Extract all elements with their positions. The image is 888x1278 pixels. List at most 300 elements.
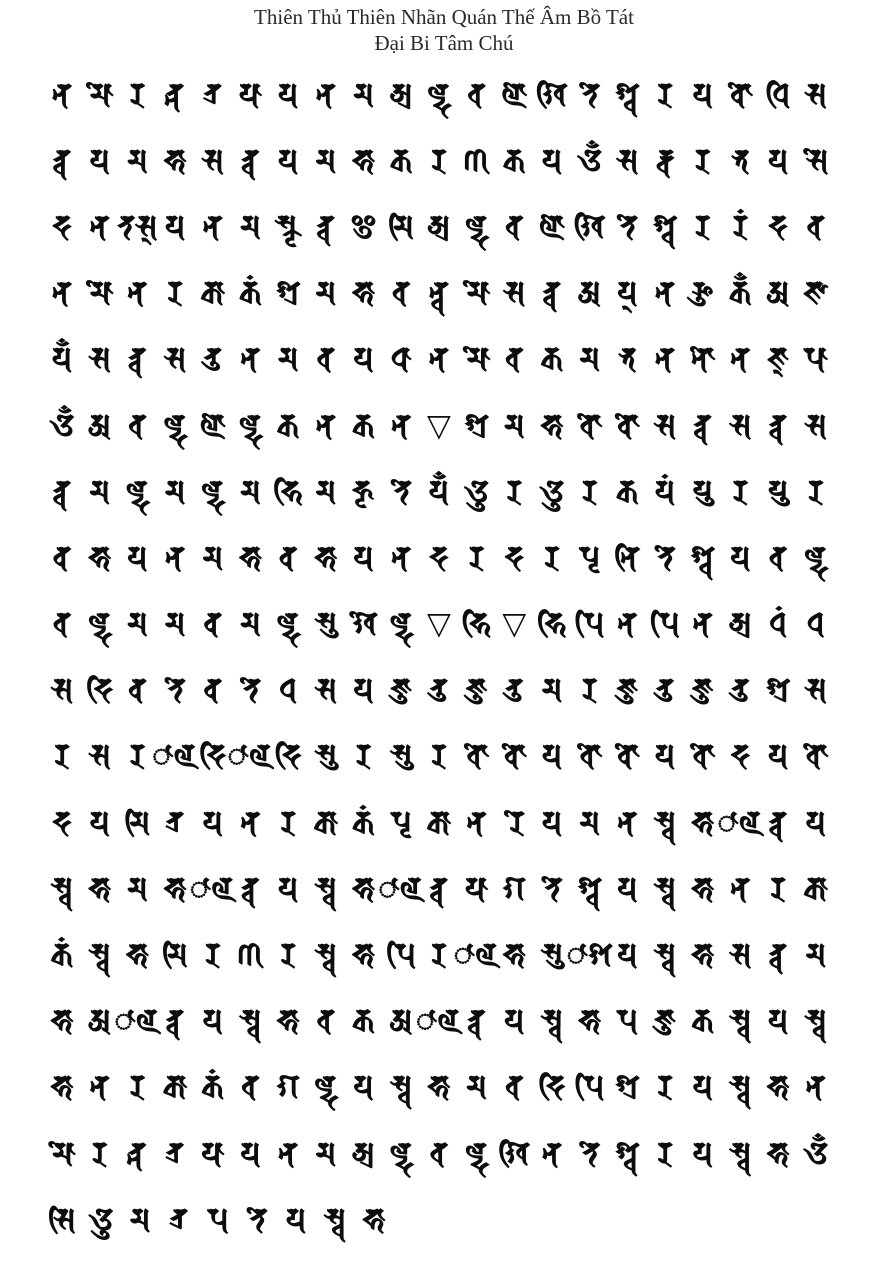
siddham-glyph: 𑖎 xyxy=(615,473,639,510)
siddham-glyph: 𑖭𑖿𑖪 xyxy=(729,1003,752,1040)
siddham-glyph: 𑖯𑖩 xyxy=(189,870,236,907)
siddham-glyph: 𑖝𑖸 xyxy=(541,870,563,907)
siddham-glyph: 𑖪 xyxy=(768,539,788,576)
siddham-glyph: 𑖨 xyxy=(129,1069,146,1106)
siddham-glyph: 𑖯𑖩 xyxy=(378,870,425,907)
siddham-glyph: 𑖎 xyxy=(352,407,375,444)
siddham-glyph: 𑖌𑖲 xyxy=(539,473,565,510)
siddham-glyph: 𑖤 xyxy=(278,539,298,576)
siddham-glyph: 𑖝𑖲 xyxy=(429,672,448,709)
mantra-text xyxy=(44,62,834,1253)
siddham-glyph: 𑖀 xyxy=(87,1003,112,1040)
siddham-glyph: 𑖭𑖲 xyxy=(389,738,413,775)
siddham-glyph: 𑖝𑖲 xyxy=(655,672,675,709)
mantra-line xyxy=(44,592,834,658)
siddham-glyph: 𑖦𑖺 xyxy=(48,1135,76,1172)
siddham-glyph: 𑖡 xyxy=(164,539,186,576)
siddham-glyph: 𑖀 xyxy=(389,1003,414,1040)
siddham-glyph: 𑖧𑖯 xyxy=(464,870,489,907)
siddham-glyph: 𑖨𑖸 xyxy=(503,804,525,841)
siddham-glyph: 𑖕𑖲 xyxy=(692,672,714,709)
siddham-glyph: 𑖮𑖯 xyxy=(314,539,338,576)
siddham-glyph: 𑖧𑖼 xyxy=(428,473,450,510)
siddham-glyph: 𑖯𑖩 xyxy=(227,738,274,775)
siddham-glyph: 𑖦 xyxy=(164,473,186,510)
siddham-glyph: 𑖡 xyxy=(428,341,449,378)
siddham-glyph: 𑖧 xyxy=(277,76,299,113)
siddham-glyph: 𑖪 xyxy=(391,275,411,312)
siddham-glyph: 𑖂 xyxy=(350,208,377,245)
siddham-glyph: 𑖯𑖫 xyxy=(566,937,613,974)
siddham-glyph: 𑖟𑖰 xyxy=(199,738,227,775)
siddham-glyph: 𑖤𑖺 xyxy=(614,738,641,775)
siddham-glyph: 𑖦 xyxy=(202,539,224,576)
siddham-glyph: 𑖨 xyxy=(807,473,824,510)
siddham-glyph: 𑖡 xyxy=(127,275,148,312)
siddham-glyph: 𑖨 xyxy=(204,937,221,974)
siddham-glyph: 𑖭𑖲 xyxy=(540,937,564,974)
siddham-glyph: 𑖟 xyxy=(52,208,72,245)
siddham-glyph: 𑖤𑖺 xyxy=(501,738,527,775)
siddham-glyph: 𑖮𑖯 xyxy=(691,870,715,907)
siddham-glyph: 𑖝𑖿𑖨 xyxy=(166,804,185,841)
siddham-glyph: 𑖤𑖺 xyxy=(727,76,754,113)
siddham-glyph: 𑖎 xyxy=(389,142,413,179)
siddham-glyph: 𑖪 xyxy=(52,606,72,643)
siddham-glyph: 𑖭𑖿𑖪 xyxy=(653,804,677,841)
siddham-glyph: 𑖯𑖩 xyxy=(114,1003,161,1040)
siddham-glyph: 𑖪 xyxy=(128,407,147,444)
siddham-glyph: 𑖥 xyxy=(618,341,637,378)
siddham-glyph: 𑖡 xyxy=(240,341,261,378)
siddham-glyph: 𑖝𑖿𑖪 xyxy=(769,804,788,841)
siddham-glyph: 𑖪 xyxy=(316,341,336,378)
siddham-glyph: 𑖭𑖲 xyxy=(314,606,338,643)
siddham-glyph: 𑖧𑖼 xyxy=(51,341,73,378)
siddham-glyph: 𑖐 xyxy=(276,1069,300,1106)
siddham-glyph: 𑖢𑖰 xyxy=(386,937,417,974)
siddham-glyph: 𑖧 xyxy=(504,1003,525,1040)
siddham-glyph: 𑖡 xyxy=(202,208,223,245)
siddham-glyph: 𑖭 xyxy=(314,672,338,709)
siddham-glyph: 𑖭 xyxy=(729,407,752,444)
siddham-glyph: 𑖨𑖽 xyxy=(732,208,749,245)
siddham-glyph: 𑖭𑖿𑖪 xyxy=(88,937,111,974)
siddham-glyph: 𑖧 xyxy=(353,672,374,709)
siddham-glyph: 𑖎𑖯 xyxy=(313,804,339,841)
siddham-glyph: 𑖝𑖸 xyxy=(578,1135,601,1172)
siddham-glyph: 𑖦 xyxy=(164,606,186,643)
siddham-glyph: 𑖢 xyxy=(207,1201,229,1238)
siddham-glyph: 𑖮𑖯 xyxy=(691,804,715,841)
siddham-glyph: 𑖡 xyxy=(617,804,638,841)
siddham-glyph: 𑖭 xyxy=(616,142,639,179)
siddham-glyph: 𑖡 xyxy=(240,804,261,841)
siddham-glyph: 𑖟 xyxy=(429,539,449,576)
siddham-glyph: 𑖮𑖯 xyxy=(691,937,715,974)
siddham-glyph: 𑖦 xyxy=(579,341,601,378)
siddham-glyph: 𑖠𑖽 xyxy=(769,606,788,643)
siddham-glyph: 𑖡 xyxy=(315,407,336,444)
siddham-glyph: 𑖯𑖩 xyxy=(453,937,500,974)
siddham-glyph: 𑖜 xyxy=(463,142,490,179)
siddham-glyph: 𑖝𑖿𑖪 xyxy=(316,208,335,245)
siddham-glyph: 𑖌𑖲 xyxy=(464,473,489,510)
siddham-glyph: 𑖮𑖯 xyxy=(540,407,564,444)
siddham-glyph: 𑖨 xyxy=(129,738,146,775)
siddham-glyph: 𑖫𑖿𑖪 xyxy=(577,870,602,907)
siddham-glyph: 𑖪 xyxy=(316,1003,336,1040)
siddham-glyph: 𑖭 xyxy=(729,937,752,974)
siddham-glyph: 𑖡 xyxy=(315,76,336,113)
siddham-glyph: 𑖪 xyxy=(467,76,486,113)
siddham-glyph: 𑖡 xyxy=(466,804,487,841)
siddham-glyph: 𑖫𑖿𑖨 xyxy=(615,1069,640,1106)
siddham-glyph: 𑖭𑖿𑖪 xyxy=(653,937,677,974)
siddham-glyph: 𑖦 xyxy=(240,606,261,643)
mantra-line xyxy=(44,790,834,856)
siddham-glyph: 𑖡 xyxy=(89,1069,110,1106)
siddham-glyph: 𑖡 xyxy=(730,341,751,378)
siddham-glyph: 𑖀𑖿𑖨 xyxy=(427,208,451,245)
siddham-glyph: 𑖝𑖿𑖨 xyxy=(169,1201,189,1238)
siddham-glyph: 𑖠 xyxy=(279,672,298,709)
siddham-glyph: 𑖭𑖿𑖪 xyxy=(50,870,74,907)
siddham-glyph: 𑖪𑖺 xyxy=(802,738,829,775)
siddham-glyph: 𑖭𑖿𑖪 xyxy=(729,1069,752,1106)
document-header xyxy=(0,4,888,56)
siddham-glyph: 𑖟 xyxy=(52,804,72,841)
siddham-glyph: 𑖮𑖯 xyxy=(88,870,112,907)
mantra-line xyxy=(44,62,834,128)
siddham-glyph: 𑖪 xyxy=(504,1069,524,1106)
siddham-glyph: 𑖕𑖿 xyxy=(767,341,789,378)
siddham-glyph: 𑖧 xyxy=(805,804,826,841)
siddham-glyph: 𑖥 xyxy=(731,142,750,179)
siddham-glyph: 𑖨 xyxy=(91,1135,108,1172)
siddham-glyph: 𑖧 xyxy=(617,937,638,974)
siddham-glyph: 𑖯𑖩 xyxy=(717,804,764,841)
siddham-glyph: 𑖭𑖰 xyxy=(48,1201,76,1238)
siddham-glyph: 𑖠 xyxy=(806,606,825,643)
mantra-line xyxy=(44,393,834,459)
siddham-glyph: 𑖨 xyxy=(431,142,447,179)
siddham-glyph: 𑖦 xyxy=(315,142,337,179)
siddham-glyph: 𑖭𑖿𑖎𑖴 xyxy=(274,208,302,245)
siddham-glyph: 𑖡 xyxy=(692,606,713,643)
siddham-glyph: 𑖧𑖯 xyxy=(238,76,263,113)
siddham-glyph: 𑖏𑖰 xyxy=(573,208,606,245)
siddham-glyph: 𑖧 xyxy=(240,1135,261,1172)
siddham-glyph: 𑖎 xyxy=(540,341,564,378)
siddham-glyph: 𑖧 xyxy=(277,142,299,179)
siddham-glyph: ▽ xyxy=(502,606,527,643)
siddham-glyph: 𑖦𑖰 xyxy=(162,937,188,974)
siddham-glyph: 𑖝𑖿𑖪 xyxy=(429,870,448,907)
siddham-glyph: 𑖧 xyxy=(654,738,676,775)
siddham-glyph: 𑖡 xyxy=(541,1135,563,1172)
siddham-glyph: 𑖯𑖩 xyxy=(415,1003,462,1040)
siddham-glyph: 𑖭𑖿𑖪 xyxy=(314,870,338,907)
siddham-glyph: 𑖜 xyxy=(237,937,264,974)
siddham-glyph: 𑖩𑖺 xyxy=(538,208,565,245)
mantra-line xyxy=(44,1121,834,1187)
siddham-glyph: 𑖎 xyxy=(276,407,300,444)
siddham-glyph: 𑖏𑖸 xyxy=(349,606,378,643)
siddham-glyph: 𑖮𑖯 xyxy=(50,1003,74,1040)
siddham-glyph: 𑖎𑖯 xyxy=(803,870,829,907)
siddham-glyph: 𑖝𑖸 xyxy=(239,672,262,709)
siddham-glyph: 𑖕𑖲 xyxy=(465,672,488,709)
siddham-glyph: 𑖟 xyxy=(730,738,750,775)
siddham-glyph: 𑖨 xyxy=(657,1135,673,1172)
siddham-glyph: 𑖮𑖯 xyxy=(766,1069,790,1106)
siddham-glyph: 𑖧𑖿 xyxy=(617,275,638,312)
siddham-glyph: 𑖝𑖿𑖪 xyxy=(241,870,260,907)
mantra-line xyxy=(44,128,834,194)
siddham-glyph: 𑖭 xyxy=(201,142,224,179)
mantra-line xyxy=(44,1187,834,1253)
siddham-glyph: 𑖢𑖴 xyxy=(578,539,601,576)
siddham-glyph: 𑖝𑖸 xyxy=(164,672,186,709)
siddham-glyph: 𑖧 xyxy=(353,539,374,576)
siddham-glyph: 𑖧𑖲 xyxy=(692,473,713,510)
siddham-glyph: 𑖌𑖼 xyxy=(49,407,75,444)
siddham-glyph: 𑖮𑖯 xyxy=(352,937,375,974)
siddham-glyph: 𑖤 xyxy=(203,672,223,709)
siddham-glyph: 𑖕𑖲 xyxy=(616,672,638,709)
siddham-glyph: 𑖡 xyxy=(654,341,676,378)
siddham-glyph: 𑖦𑖺 xyxy=(462,341,491,378)
siddham-glyph: 𑖨 xyxy=(770,870,786,907)
siddham-glyph: 𑖏𑖰 xyxy=(536,76,568,113)
siddham-glyph: 𑖩𑖿𑖟 xyxy=(125,473,150,510)
siddham-glyph: 𑖧 xyxy=(285,1201,307,1238)
siddham-glyph: 𑖪 xyxy=(806,208,826,245)
siddham-glyph: 𑖢𑖰 xyxy=(650,606,680,643)
mantra-line xyxy=(44,327,834,393)
siddham-glyph: 𑖮𑖯 xyxy=(352,275,375,312)
siddham-glyph: 𑖭 xyxy=(163,341,187,378)
siddham-glyph: 𑖡 xyxy=(805,1069,826,1106)
siddham-glyph: 𑖠𑖰 xyxy=(765,76,791,113)
siddham-glyph: 𑖡 xyxy=(654,275,676,312)
siddham-glyph: 𑖦𑖺 xyxy=(462,275,491,312)
siddham-glyph: 𑖮𑖯 xyxy=(50,1069,74,1106)
siddham-glyph: 𑖎𑖽 xyxy=(50,937,74,974)
siddham-glyph: 𑖮𑖯 xyxy=(352,870,375,907)
siddham-glyph: 𑖕𑖲 xyxy=(654,1003,676,1040)
siddham-glyph: 𑖧 xyxy=(89,804,110,841)
siddham-glyph: 𑖧 xyxy=(767,142,789,179)
siddham-glyph: 𑖨 xyxy=(129,76,146,113)
siddham-glyph: 𑖎 xyxy=(691,1003,715,1040)
siddham-glyph: 𑖩𑖿𑖟 xyxy=(163,407,187,444)
siddham-glyph: 𑖌𑖼 xyxy=(803,1135,829,1172)
siddham-glyph: 𑖀𑖿𑖨 xyxy=(351,1135,376,1172)
siddham-glyph: 𑖨 xyxy=(694,208,711,245)
siddham-glyph: 𑖎𑖼 xyxy=(728,275,752,312)
siddham-glyph: 𑖖𑖲 xyxy=(692,275,714,312)
siddham-glyph: 𑖮𑖯 xyxy=(125,937,149,974)
siddham-glyph: 𑖝𑖿𑖪 xyxy=(467,1003,486,1040)
siddham-glyph: 𑖝𑖿𑖡 xyxy=(166,76,185,113)
siddham-glyph: 𑖦 xyxy=(315,473,337,510)
siddham-glyph: 𑖦 xyxy=(126,606,148,643)
siddham-glyph: 𑖪𑖺 xyxy=(576,407,603,444)
siddham-glyph: 𑖩𑖿𑖟 xyxy=(389,1135,414,1172)
siddham-glyph: 𑖭 xyxy=(804,407,827,444)
mantra-line xyxy=(44,922,834,988)
siddham-glyph: 𑖭𑖿𑖪 xyxy=(804,1003,827,1040)
siddham-glyph: ▽ xyxy=(426,407,451,444)
siddham-glyph: 𑖡𑖿𑖪 xyxy=(428,275,449,312)
siddham-glyph: 𑖩𑖺 xyxy=(501,76,528,113)
siddham-glyph: 𑖭𑖿𑖪 xyxy=(323,1201,347,1238)
siddham-glyph: 𑖨 xyxy=(280,804,296,841)
siddham-glyph: 𑖝𑖿𑖪 xyxy=(769,407,788,444)
siddham-glyph: 𑖨 xyxy=(468,539,485,576)
siddham-glyph: 𑖪𑖺 xyxy=(463,738,490,775)
siddham-glyph: 𑖦 xyxy=(805,937,827,974)
siddham-glyph: 𑖩𑖿𑖟 xyxy=(238,407,263,444)
siddham-glyph: 𑖧 xyxy=(767,1003,789,1040)
siddham-glyph: 𑖪 xyxy=(241,1069,260,1106)
siddham-glyph: 𑖮𑖯 xyxy=(276,1003,300,1040)
siddham-glyph: 𑖭𑖸 xyxy=(802,142,829,179)
siddham-glyph: 𑖡 xyxy=(89,208,110,245)
siddham-glyph: 𑖝𑖿𑖨 xyxy=(203,76,222,113)
siddham-glyph: 𑖩𑖿𑖟 xyxy=(464,1135,489,1172)
siddham-glyph: 𑖧 xyxy=(89,142,110,179)
siddham-glyph: 𑖤 xyxy=(128,672,147,709)
siddham-glyph: 𑖮𑖯 xyxy=(352,142,375,179)
siddham-glyph: 𑖭 xyxy=(503,275,526,312)
siddham-glyph: 𑖫𑖿𑖨 xyxy=(765,672,791,709)
siddham-glyph: 𑖦 xyxy=(277,341,299,378)
siddham-glyph: 𑖭 xyxy=(653,407,677,444)
siddham-glyph: 𑖮𑖰 xyxy=(461,606,492,643)
siddham-glyph: 𑖧 xyxy=(202,1003,223,1040)
siddham-glyph: 𑖧 xyxy=(767,738,789,775)
siddham-glyph: 𑖧 xyxy=(353,1069,374,1106)
siddham-glyph: 𑖝𑖿𑖪 xyxy=(166,1003,185,1040)
siddham-glyph: 𑖪 xyxy=(504,208,524,245)
siddham-glyph: 𑖨 xyxy=(657,1069,673,1106)
siddham-glyph: 𑖪 xyxy=(504,341,524,378)
siddham-glyph: 𑖦𑖺 xyxy=(85,275,114,312)
siddham-glyph: 𑖪 xyxy=(429,1135,449,1172)
siddham-glyph: 𑖧𑖲 xyxy=(767,473,789,510)
siddham-glyph: 𑖎𑖯 xyxy=(200,275,226,312)
siddham-glyph: 𑖮𑖰 xyxy=(537,606,567,643)
siddham-glyph: 𑖭𑖿𑖪 xyxy=(314,937,338,974)
siddham-glyph: 𑖧 xyxy=(692,1069,713,1106)
siddham-glyph: 𑖏𑖰 xyxy=(498,1135,531,1172)
siddham-glyph: 𑖎𑖯 xyxy=(162,1069,188,1106)
siddham-glyph: 𑖨 xyxy=(581,473,598,510)
siddham-glyph: 𑖮𑖯 xyxy=(362,1201,386,1238)
siddham-glyph: 𑖦 xyxy=(541,672,563,709)
siddham-glyph: 𑖕𑖯 xyxy=(803,275,829,312)
siddham-glyph: 𑖝𑖸 xyxy=(246,1201,268,1238)
siddham-glyph: 𑖌𑖲 xyxy=(88,1201,114,1238)
siddham-glyph: 𑖧𑖯 xyxy=(201,1135,225,1172)
siddham-glyph: 𑖝𑖭𑖿 xyxy=(117,208,158,245)
siddham-glyph: 𑖩𑖺 xyxy=(199,407,226,444)
siddham-glyph: 𑖧 xyxy=(202,804,223,841)
siddham-glyph: 𑖯𑖩 xyxy=(152,738,199,775)
siddham-glyph: 𑖩𑖿𑖟 xyxy=(389,606,414,643)
siddham-glyph: 𑖨 xyxy=(431,738,447,775)
siddham-glyph: 𑖢𑖯 xyxy=(803,341,829,378)
siddham-glyph: 𑖦 xyxy=(466,1069,487,1106)
siddham-glyph: 𑖡 xyxy=(51,76,73,113)
siddham-glyph: 𑖝𑖲 xyxy=(203,341,222,378)
siddham-glyph: 𑖩𑖿𑖟 xyxy=(200,473,225,510)
siddham-glyph: 𑖮𑖯 xyxy=(163,870,187,907)
siddham-glyph: 𑖝𑖿𑖪 xyxy=(241,142,260,179)
siddham-glyph: 𑖭𑖿𑖪 xyxy=(389,1069,413,1106)
siddham-glyph: 𑖭 xyxy=(88,341,111,378)
siddham-glyph: 𑖮𑖯 xyxy=(238,539,262,576)
siddham-glyph: 𑖧𑖽 xyxy=(654,473,676,510)
siddham-glyph: 𑖧 xyxy=(353,341,374,378)
siddham-glyph: 𑖮𑖯 xyxy=(766,1135,790,1172)
document-title: Thiên Thủ Thiên Nhãn Quán Thế Âm Bồ Tát xyxy=(254,5,634,29)
siddham-glyph: 𑖝𑖿𑖪 xyxy=(769,937,788,974)
siddham-glyph: 𑖝𑖲 xyxy=(731,672,750,709)
siddham-glyph: 𑖨 xyxy=(506,473,523,510)
siddham-glyph: 𑖝𑖿𑖪 xyxy=(128,341,147,378)
siddham-glyph: 𑖀 xyxy=(87,407,112,444)
mantra-line xyxy=(44,459,834,525)
siddham-glyph: 𑖡 xyxy=(730,870,751,907)
siddham-glyph: 𑖢𑖰 xyxy=(574,1069,605,1106)
siddham-glyph: 𑖦 xyxy=(126,142,148,179)
siddham-glyph: 𑖡 xyxy=(51,275,73,312)
siddham-glyph: 𑖤 xyxy=(203,606,223,643)
siddham-glyph: 𑖝𑖸 xyxy=(654,539,676,576)
siddham-glyph: 𑖮𑖯 xyxy=(502,937,526,974)
siddham-glyph: 𑖀 xyxy=(577,275,602,312)
siddham-glyph: 𑖩𑖿𑖟 xyxy=(464,208,489,245)
siddham-glyph: 𑖭 xyxy=(804,672,827,709)
siddham-glyph: 𑖦 xyxy=(503,407,525,444)
siddham-glyph: 𑖨 xyxy=(694,142,711,179)
siddham-glyph: 𑖮𑖯 xyxy=(578,1003,602,1040)
siddham-glyph: 𑖝𑖲 xyxy=(505,672,524,709)
siddham-glyph: 𑖟𑖰 xyxy=(538,1069,566,1106)
siddham-glyph: 𑖭 xyxy=(88,738,111,775)
siddham-glyph: 𑖎𑖯 xyxy=(426,804,452,841)
siddham-glyph: 𑖨 xyxy=(355,738,372,775)
siddham-glyph: 𑖫𑖿𑖪 xyxy=(652,208,678,245)
mantra-line xyxy=(44,1055,834,1121)
siddham-glyph: 𑖧 xyxy=(127,539,148,576)
mantra-line xyxy=(44,261,834,327)
siddham-glyph: 𑖧 xyxy=(617,870,638,907)
siddham-glyph: 𑖧 xyxy=(541,738,563,775)
mantra-line xyxy=(44,658,834,724)
siddham-glyph: 𑖝𑖿𑖡 xyxy=(128,1135,147,1172)
siddham-glyph: 𑖀 xyxy=(766,275,790,312)
siddham-glyph: 𑖦 xyxy=(89,473,111,510)
mantra-line xyxy=(44,989,834,1055)
siddham-glyph: 𑖎𑖽 xyxy=(201,1069,225,1106)
siddham-glyph: 𑖢 xyxy=(616,1003,639,1040)
siddham-glyph: 𑖐 xyxy=(502,870,526,907)
